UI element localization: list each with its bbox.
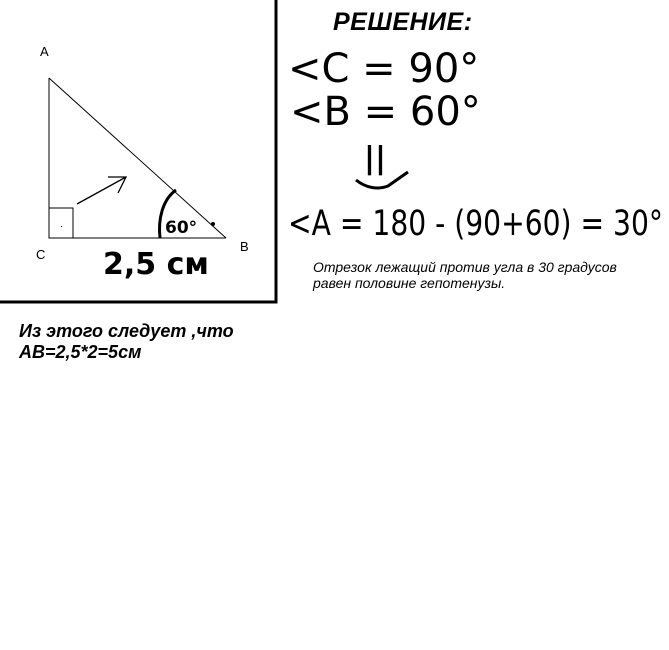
implies-marks: || (364, 141, 386, 176)
solution-heading: РЕШЕНИЕ: (333, 8, 473, 36)
conclusion-line-2: AB=2,5*2=5см (19, 342, 142, 362)
right-angle-marker (49, 208, 73, 238)
angle-b-equation: <B = 60° (290, 89, 481, 135)
conclusion-line-1: Из этого следует ,что (19, 321, 234, 341)
right-angle-dot (61, 226, 62, 227)
angle-c-equation: <C = 90° (288, 46, 480, 92)
vertex-c-label: C (36, 247, 46, 262)
angle-b-value: 60° (165, 218, 198, 238)
degree-dot (211, 222, 215, 226)
side-cb-length: 2,5 см (103, 247, 209, 282)
vertex-a-label: A (40, 44, 49, 59)
hypotenuse-ab (49, 78, 226, 238)
pointer-arrow-icon (77, 177, 126, 204)
theorem-note: Отрезок лежащий против угла в 30 градусов равен половине гепотенузы. (313, 259, 617, 291)
conclusion (19, 321, 319, 363)
angle-a-equation: <A = 180 - (90+60) = 30° (288, 204, 663, 244)
vertex-b-label: B (240, 239, 249, 254)
